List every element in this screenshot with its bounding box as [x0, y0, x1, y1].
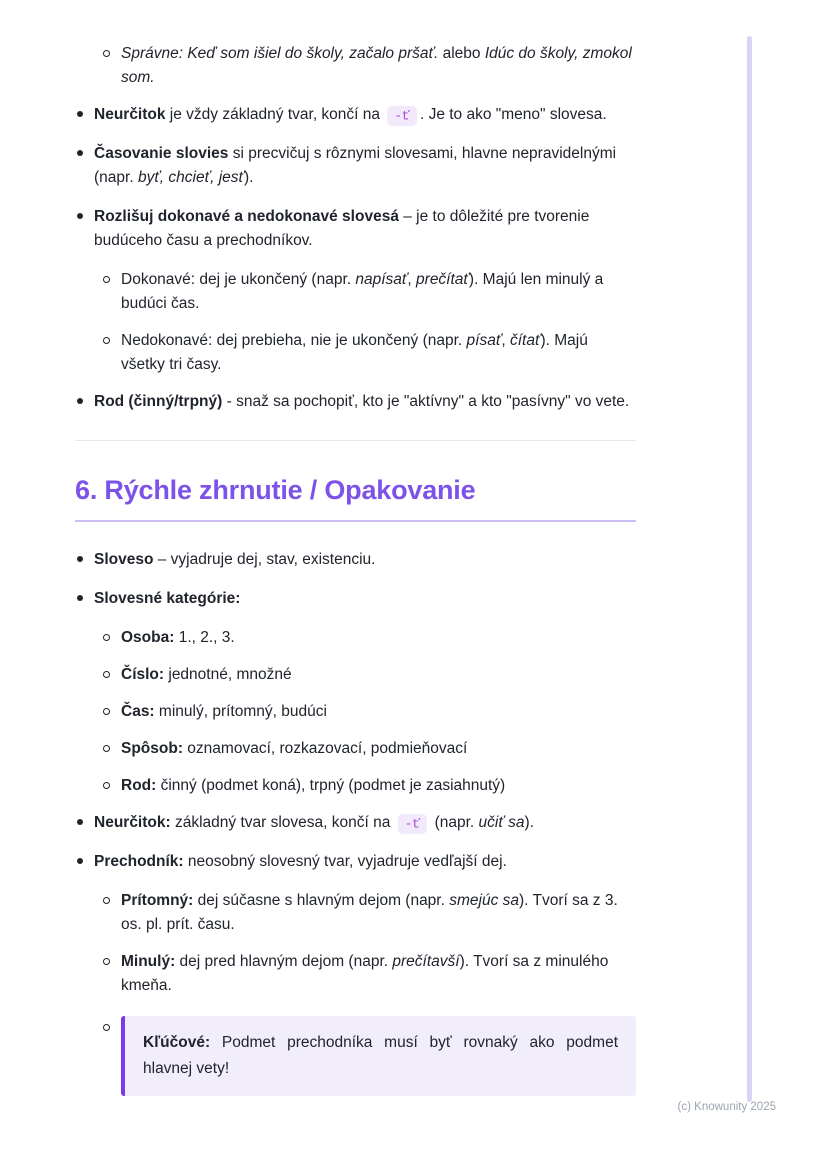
text-segment: – je to dôležité pre tvorenie budúceho času a prechodníkov. [94, 208, 590, 250]
bullet-circle-icon [103, 745, 110, 752]
text-segment: činný (podmet koná), trpný (podmet je zasiahnutý) [156, 777, 506, 795]
text-segment: Správne: Keď som išiel do školy, začalo pršať. [121, 45, 439, 62]
notes-list [75, 42, 636, 414]
text-segment: Sloveso [94, 551, 154, 569]
list-item-text [94, 587, 636, 611]
text-segment: písať [466, 332, 502, 350]
text-segment: ). Majú len minulý a budúci čas. [121, 271, 604, 313]
text-segment: ). Tvorí sa z 3. os. pl. prít. času. [121, 892, 618, 934]
text-segment: ). [244, 169, 254, 187]
footer-copyright: (c) Knowunity 2025 [677, 1101, 776, 1113]
list-item [75, 811, 636, 835]
list-item [75, 142, 636, 190]
text-segment: Rod (činný/trpný) [94, 393, 223, 411]
list-item-text [94, 103, 636, 127]
bullet-circle-icon [103, 897, 110, 904]
bullet-disc-icon [77, 150, 83, 156]
text-segment: dej súčasne s hlavným dejom (napr. [193, 892, 450, 910]
list-item [75, 774, 636, 798]
text-segment: napísať [355, 271, 408, 289]
text-segment: Slovesné kategórie: [94, 590, 241, 608]
list-item [75, 329, 636, 377]
list-item-text [121, 626, 636, 650]
document-content [75, 42, 636, 1109]
bullet-circle-icon [103, 671, 110, 678]
list-item-text [121, 42, 636, 90]
list-item-text [121, 700, 636, 724]
list-item-text [94, 205, 636, 253]
text-segment: Nedokonavé: dej prebieha, nie je ukončený (napr. [121, 332, 467, 350]
text-segment: je vždy základný tvar, končí na [165, 106, 385, 124]
text-segment: si precvičuj s rôznymi slovesami, hlavne nepravidelnými (napr. [94, 145, 617, 187]
text-segment: neosobný slovesný tvar, vyjadruje vedľajší dej. [183, 853, 507, 871]
text-segment: čítať [509, 332, 541, 350]
list-item [75, 548, 636, 572]
bullet-circle-icon [103, 276, 110, 283]
list-item-text [121, 329, 636, 377]
list-item-text [121, 663, 636, 687]
text-segment: Idúc do školy, zmokol som. [121, 45, 632, 87]
list-item [75, 103, 636, 127]
list-item-text [121, 950, 636, 998]
text-segment: Časovanie slovies [94, 145, 229, 163]
bullet-circle-icon [103, 782, 110, 789]
text-segment: alebo [438, 45, 485, 62]
text-segment: Osoba: [121, 629, 175, 647]
list-item-text [94, 850, 636, 874]
list-item-text [121, 268, 636, 316]
text-segment: Číslo: [121, 666, 165, 684]
list-item-callout [75, 1016, 636, 1095]
text-segment: ). Tvorí sa z minulého kmeňa. [121, 953, 609, 995]
text-segment: oznamovací, rozkazovací, podmieňovací [183, 740, 468, 758]
list-item [75, 700, 636, 724]
bullet-circle-icon [103, 1024, 110, 1031]
bullet-circle-icon [103, 634, 110, 641]
text-segment: ). Majú všetky tri časy. [121, 332, 588, 374]
text-segment: Minulý: [121, 953, 176, 971]
list-item [75, 950, 636, 998]
list-item [75, 390, 636, 414]
text-segment: 1., 2., 3. [174, 629, 235, 647]
text-segment: , [407, 271, 417, 289]
list-item-text [94, 142, 636, 190]
list-item [75, 626, 636, 650]
list-item-text [94, 390, 636, 414]
bullet-disc-icon [77, 819, 83, 825]
list-item [75, 850, 636, 874]
text-segment: Prítomný: [121, 892, 194, 910]
text-segment: ). [524, 814, 534, 832]
code-badge: -ť [398, 814, 428, 834]
text-segment: základný tvar slovesa, končí na [170, 814, 395, 832]
text-segment: Rozlišuj dokonavé a nedokonavé slovesá [94, 208, 399, 226]
text-segment: prečítavší [392, 953, 460, 971]
text-segment: Kľúčové: [143, 1034, 211, 1052]
key-callout [121, 1016, 636, 1095]
bullet-disc-icon [77, 556, 83, 562]
list-item-text [121, 889, 636, 937]
list-item-text [121, 737, 636, 761]
text-segment: Podmet prechodníka musí byť rovnaký ako podmet hlavnej vety! [143, 1034, 618, 1077]
text-segment: jednotné, množné [164, 666, 292, 684]
callout-text [143, 1030, 618, 1081]
list-item [75, 205, 636, 253]
text-segment: byť, chcieť, jesť [137, 169, 245, 187]
bullet-circle-icon [103, 958, 110, 965]
bullet-disc-icon [77, 213, 83, 219]
list-item-text [94, 811, 636, 835]
scrollbar-track[interactable] [747, 36, 752, 1102]
list-item [75, 889, 636, 937]
text-segment: Čas: [121, 703, 155, 721]
code-badge: -ť [387, 106, 417, 126]
bullet-disc-icon [77, 398, 83, 404]
section-divider [75, 440, 636, 441]
list-item [75, 268, 636, 316]
bullet-circle-icon [103, 50, 110, 57]
list-item [75, 663, 636, 687]
list-item [75, 587, 636, 611]
section-heading: 6. Rýchle zhrnutie / Opakovanie [75, 475, 636, 522]
list-item-text [94, 548, 636, 572]
text-segment: Neurčitok: [94, 814, 171, 832]
text-segment: – vyjadruje dej, stav, existenciu. [153, 551, 376, 569]
text-segment: Spôsob: [121, 740, 183, 758]
text-segment: prečítať [416, 271, 469, 289]
text-segment: dej pred hlavným dejom (napr. [175, 953, 393, 971]
text-segment: Prechodník: [94, 853, 184, 871]
bullet-disc-icon [77, 111, 83, 117]
text-segment: Dokonavé: dej je ukončený (napr. [121, 271, 356, 289]
summary-list [75, 548, 636, 1095]
bullet-disc-icon [77, 595, 83, 601]
text-segment: , [501, 332, 510, 350]
bullet-circle-icon [103, 708, 110, 715]
list-item [75, 42, 636, 90]
text-segment: Neurčitok [94, 106, 166, 124]
text-segment: učiť sa [478, 814, 525, 832]
text-segment: (napr. [430, 814, 479, 832]
text-segment: minulý, prítomný, budúci [154, 703, 327, 721]
text-segment: . Je to ako "meno" slovesa. [419, 106, 607, 124]
text-segment: Rod: [121, 777, 157, 795]
list-item-text [121, 774, 636, 798]
text-segment: - snaž sa pochopiť, kto je "aktívny" a kto "pasívny" vo vete. [222, 393, 630, 411]
bullet-circle-icon [103, 337, 110, 344]
text-segment: smejúc sa [449, 892, 520, 910]
list-item [75, 737, 636, 761]
bullet-disc-icon [77, 858, 83, 864]
